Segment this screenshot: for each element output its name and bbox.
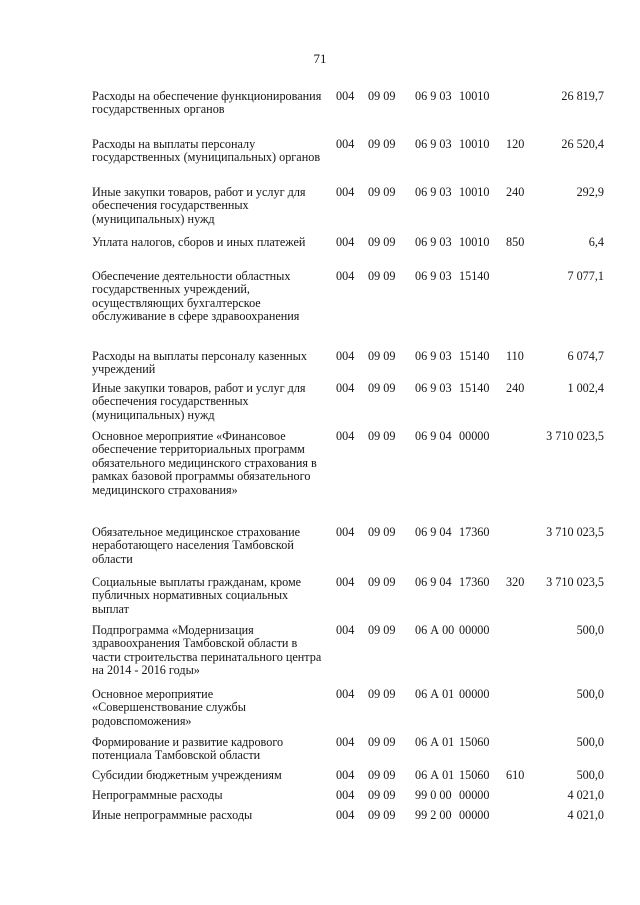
row-name: Иные закупки товаров, работ и услуг для обеспечения государственных (муниципальных) нужд [92,381,306,422]
row-name: Иные закупки товаров, работ и услуг для обеспечения государственных (муниципальных) нужд [92,185,306,226]
program-code: 06 9 03 [415,381,452,395]
ministry-code: 004 [336,575,355,589]
direction-code: 15060 [459,735,490,749]
expense-type-code: 850 [506,235,525,249]
amount: 3 710 023,5 [546,575,604,589]
program-code: 06 9 03 [415,269,452,283]
direction-code: 10010 [459,235,490,249]
amount: 500,0 [576,687,604,701]
row-name: Иные непрограммные расходы [92,808,253,822]
row-name: Субсидии бюджетным учреждениям [92,768,282,782]
amount: 4 021,0 [567,788,604,802]
ministry-code: 004 [336,137,355,151]
ministry-code: 004 [336,89,355,103]
program-code: 06 9 04 [415,429,452,443]
direction-code: 15140 [459,349,490,363]
section-code: 09 09 [368,735,396,749]
section-code: 09 09 [368,808,396,822]
section-code: 09 09 [368,381,396,395]
program-code: 06 9 03 [415,185,452,199]
direction-code: 17360 [459,575,490,589]
amount: 7 077,1 [567,269,604,283]
amount: 3 710 023,5 [546,525,604,539]
program-code: 99 0 00 [415,788,452,802]
program-code: 06 9 04 [415,575,452,589]
amount: 500,0 [576,735,604,749]
amount: 6,4 [588,235,604,249]
ministry-code: 004 [336,788,355,802]
amount: 292,9 [576,185,604,199]
ministry-code: 004 [336,808,355,822]
section-code: 09 09 [368,137,396,151]
direction-code: 15060 [459,768,490,782]
direction-code: 17360 [459,525,490,539]
amount: 1 002,4 [567,381,604,395]
expense-type-code: 240 [506,185,525,199]
program-code: 06 А 00 [415,623,455,637]
section-code: 09 09 [368,623,396,637]
section-code: 09 09 [368,525,396,539]
section-code: 09 09 [368,788,396,802]
row-name: Основное мероприятие «Совершенствование службы родовспоможения» [92,687,246,728]
direction-code: 10010 [459,137,490,151]
direction-code: 00000 [459,788,490,802]
amount: 3 710 023,5 [546,429,604,443]
section-code: 09 09 [368,235,396,249]
program-code: 99 2 00 [415,808,452,822]
ministry-code: 004 [336,429,355,443]
program-code: 06 9 03 [415,137,452,151]
ministry-code: 004 [336,381,355,395]
ministry-code: 004 [336,768,355,782]
direction-code: 10010 [459,185,490,199]
amount: 500,0 [576,768,604,782]
program-code: 06 А 01 [415,768,455,782]
row-name: Обеспечение деятельности областных государственных учреждений, осуществляющих бухгалтерское обслуживание в сфере здравоохранения [92,269,300,324]
row-name: Формирование и развитие кадрового потенциала Тамбовской области [92,735,284,763]
direction-code: 00000 [459,687,490,701]
program-code: 06 9 04 [415,525,452,539]
ministry-code: 004 [336,623,355,637]
expense-type-code: 320 [506,575,525,589]
expense-type-code: 610 [506,768,525,782]
ministry-code: 004 [336,185,355,199]
section-code: 09 09 [368,768,396,782]
row-name: Подпрограмма «Модернизация здравоохранения Тамбовской области в части строительства перинатального центра на 2014 - 2016 годы» [92,623,322,678]
row-name: Уплата налогов, сборов и иных платежей [92,235,306,249]
amount: 26 520,4 [561,137,604,151]
expense-type-code: 110 [506,349,524,363]
section-code: 09 09 [368,185,396,199]
direction-code: 15140 [459,269,490,283]
program-code: 06 А 01 [415,687,455,701]
amount: 4 021,0 [567,808,604,822]
direction-code: 00000 [459,623,490,637]
direction-code: 00000 [459,429,490,443]
row-name: Основное мероприятие «Финансовое обеспечение территориальных программ обязательного медицинского страхования в рамках базовой программы обязательного медицинского страхования» [92,429,317,497]
ministry-code: 004 [336,269,355,283]
section-code: 09 09 [368,429,396,443]
amount: 26 819,7 [561,89,604,103]
section-code: 09 09 [368,349,396,363]
direction-code: 15140 [459,381,490,395]
direction-code: 00000 [459,808,490,822]
row-name: Социальные выплаты гражданам, кроме публичных нормативных социальных выплат [92,575,302,616]
ministry-code: 004 [336,525,355,539]
page-number: 71 [313,51,327,66]
amount: 500,0 [576,623,604,637]
program-code: 06 9 03 [415,235,452,249]
section-code: 09 09 [368,269,396,283]
section-code: 09 09 [368,687,396,701]
program-code: 06 9 03 [415,89,452,103]
row-name: Расходы на выплаты персоналу казенных учреждений [92,349,307,377]
ministry-code: 004 [336,235,355,249]
ministry-code: 004 [336,687,355,701]
row-name: Обязательное медицинское страхование неработающего населения Тамбовской области [92,525,301,566]
program-code: 06 9 03 [415,349,452,363]
amount: 6 074,7 [567,349,604,363]
row-name: Расходы на выплаты персоналу государственных (муниципальных) органов [92,137,321,165]
section-code: 09 09 [368,89,396,103]
section-code: 09 09 [368,575,396,589]
program-code: 06 А 01 [415,735,455,749]
expense-type-code: 120 [506,137,525,151]
ministry-code: 004 [336,735,355,749]
direction-code: 10010 [459,89,490,103]
row-name: Непрограммные расходы [92,788,223,802]
row-name: Расходы на обеспечение функционирования государственных органов [92,89,322,117]
ministry-code: 004 [336,349,355,363]
expense-type-code: 240 [506,381,525,395]
